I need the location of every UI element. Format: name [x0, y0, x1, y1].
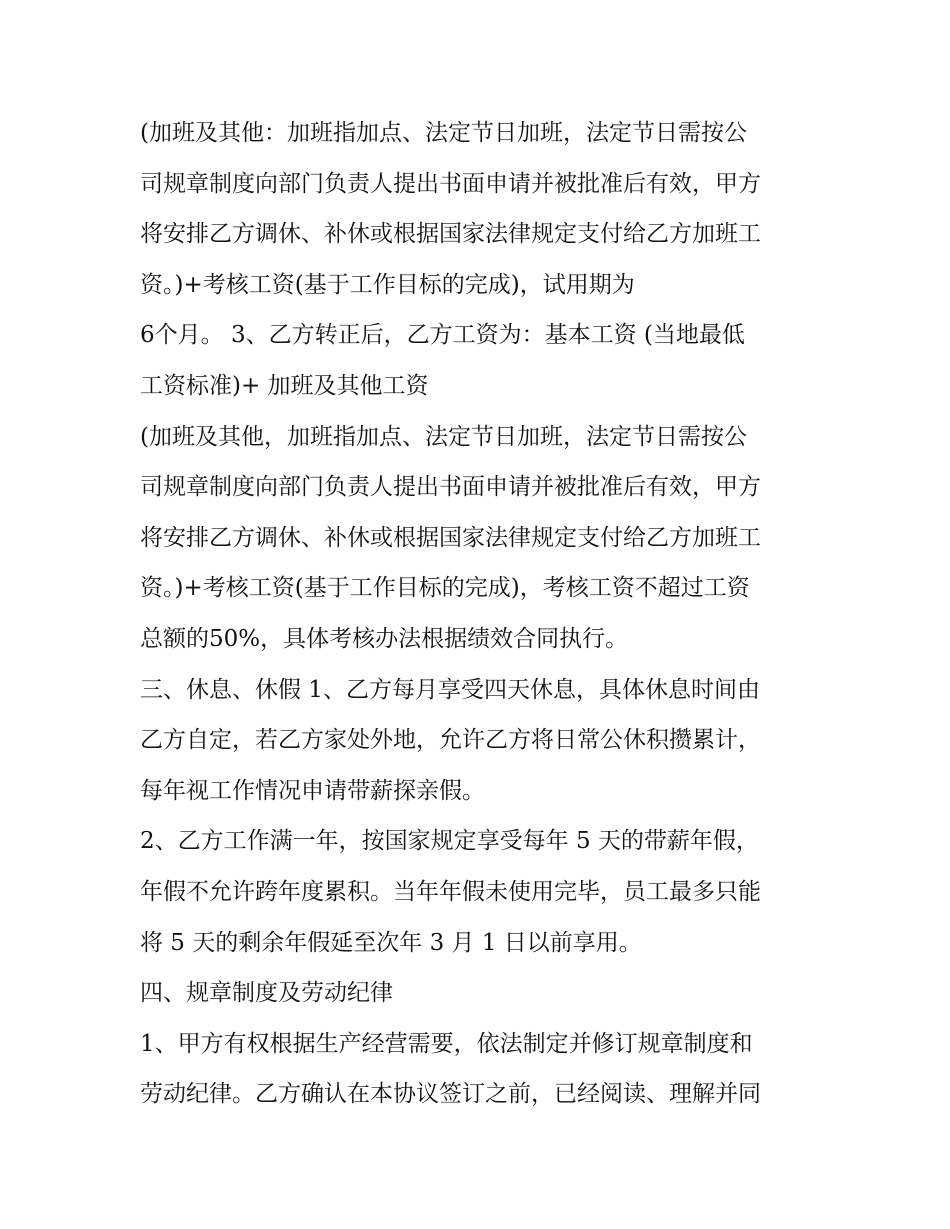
text-line-8: 司规章制度向部门负责人提出书面申请并被批准后有效，甲方: [140, 474, 761, 501]
text-line-5: 6个月。 3、乙方转正后，乙方工资为：基本工资 (当地最低: [140, 322, 745, 349]
text-line-15: 2、乙方工作满一年，按国家规定享受每年 5 天的带薪年假，: [140, 828, 759, 855]
text-line-16: 年假不允许跨年度累积。当年年假未使用完毕，员工最多只能: [140, 878, 761, 905]
text-line-2: 司规章制度向部门负责人提出书面申请并被批准后有效，甲方: [140, 170, 761, 197]
text-line-12: 三、休息、休假 1、乙方每月享受四天休息，具体休息时间由: [140, 676, 760, 703]
text-line-6: 工资标准)+ 加班及其他工资: [140, 372, 429, 399]
text-line-17: 将 5 天的剩余年假延至次年 3 月 1 日以前享用。: [140, 929, 642, 956]
text-line-4: 资。)+考核工资(基于工作目标的完成)，试用期为: [140, 271, 635, 298]
document-body: [140, 108, 830, 1120]
text-line-14: 每年视工作情况申请带薪探亲假。: [140, 777, 485, 804]
text-line-9: 将安排乙方调休、补休或根据国家法律规定支付给乙方加班工: [140, 524, 761, 551]
text-line-10: 资。)+考核工资(基于工作目标的完成)，考核工资不超过工资: [140, 575, 750, 602]
text-line-1: (加班及其他：加班指加点、法定节日加班，法定节日需按公: [140, 120, 747, 146]
text-line-7: (加班及其他，加班指加点、法定节日加班，法定节日需按公: [140, 423, 747, 450]
text-line-13: 乙方自定，若乙方家处外地，允许乙方将日常公休积攒累计，: [140, 727, 761, 754]
text-line-11: 总额的50%，具体考核办法根据绩效合同执行。: [140, 625, 629, 652]
text-line-3: 将安排乙方调休、补休或根据国家法律规定支付给乙方加班工: [140, 221, 761, 248]
text-line-19: 1、甲方有权根据生产经营需要，依法制定并修订规章制度和: [140, 1030, 753, 1057]
text-line-20: 劳动纪律。乙方确认在本协议签订之前，已经阅读、理解并同: [140, 1081, 761, 1108]
text-line-18: 四、规章制度及劳动纪律: [140, 980, 393, 1007]
